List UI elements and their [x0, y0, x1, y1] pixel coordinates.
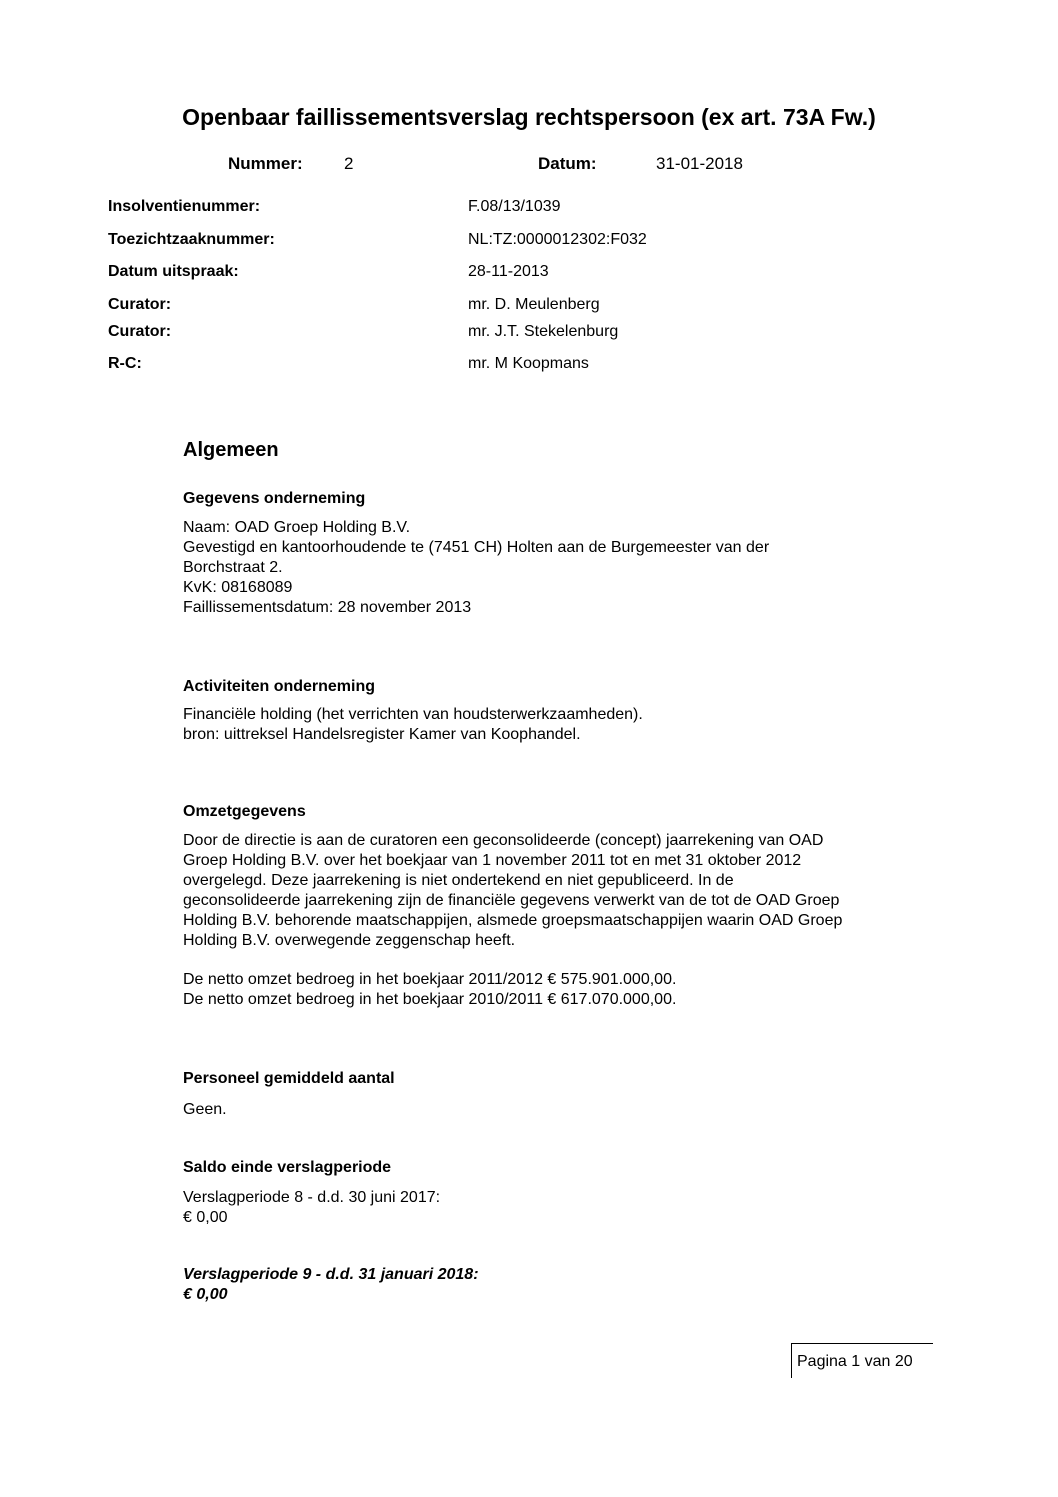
datum-label: Datum:	[538, 154, 597, 173]
field-label-curator-1: Curator:	[108, 296, 172, 313]
datum-value: 31-01-2018	[656, 154, 743, 173]
field-value-toezichtzaaknummer: NL:TZ:0000012302:F032	[468, 231, 647, 248]
saldo-line: € 0,00	[183, 1209, 228, 1226]
field-value-datum-uitspraak: 28-11-2013	[468, 263, 549, 280]
saldo-current-text	[183, 1265, 943, 1305]
heading-saldo: Saldo einde verslagperiode	[183, 1159, 392, 1176]
field-label-rc: R-C:	[108, 355, 142, 372]
gegevens-line: Gevestigd en kantoorhoudende te (7451 CH) Holten aan de Burgemeester van der	[183, 539, 770, 556]
field-value-insolventienummer: F.08/13/1039	[468, 198, 561, 215]
field-value-rc: mr. M Koopmans	[468, 355, 589, 372]
gegevens-line: Faillissementsdatum: 28 november 2013	[183, 599, 472, 616]
gegevens-onderneming-text	[183, 518, 943, 618]
gegevens-line: KvK: 08168089	[183, 579, 293, 596]
gegevens-line: Borchstraat 2.	[183, 559, 283, 576]
personeel-text	[183, 1100, 943, 1120]
omzet-line: Groep Holding B.V. over het boekjaar van 1 november 2011 tot en met 31 oktober 2012	[183, 852, 802, 869]
field-value-curator-2: mr. J.T. Stekelenburg	[468, 323, 619, 340]
field-label-datum-uitspraak: Datum uitspraak:	[108, 263, 239, 280]
omzet-line: geconsolideerde jaarrekening zijn de financiële gegevens verwerkt van de tot de OAD Groep	[183, 892, 840, 909]
saldo-current-line: € 0,00	[183, 1286, 228, 1303]
activiteiten-line: bron: uittreksel Handelsregister Kamer van Koophandel.	[183, 726, 581, 743]
field-label-toezichtzaaknummer: Toezichtzaaknummer:	[108, 231, 275, 248]
omzet-netto-text	[183, 970, 943, 1010]
omzetgegevens-text	[183, 831, 943, 951]
section-heading-algemeen: Algemeen	[183, 439, 279, 461]
omzet-netto-line: De netto omzet bedroeg in het boekjaar 2010/2011 € 617.070.000,00.	[183, 991, 677, 1008]
saldo-current-line: Verslagperiode 9 - d.d. 31 januari 2018:	[183, 1266, 479, 1283]
field-label-curator-2: Curator:	[108, 323, 172, 340]
omzet-line: Holding B.V. overwegende zeggenschap heeft.	[183, 932, 516, 949]
heading-activiteiten-onderneming: Activiteiten onderneming	[183, 678, 376, 695]
heading-omzetgegevens: Omzetgegevens	[183, 803, 306, 820]
field-value-curator-1: mr. D. Meulenberg	[468, 296, 600, 313]
nummer-value: 2	[344, 154, 354, 173]
activiteiten-text	[183, 705, 943, 745]
omzet-netto-line: De netto omzet bedroeg in het boekjaar 2011/2012 € 575.901.000,00.	[183, 971, 677, 988]
field-label-insolventienummer: Insolventienummer:	[108, 198, 261, 215]
gegevens-line: Naam: OAD Groep Holding B.V.	[183, 519, 411, 536]
nummer-label: Nummer:	[228, 154, 303, 173]
page-number: Pagina 1 van 20	[797, 1353, 913, 1370]
heading-personeel: Personeel gemiddeld aantal	[183, 1070, 395, 1087]
omzet-line: Holding B.V. behorende maatschappijen, alsmede groepsmaatschappijen waarin OAD Groep	[183, 912, 843, 929]
saldo-line: Verslagperiode 8 - d.d. 30 juni 2017:	[183, 1189, 441, 1206]
personeel-line: Geen.	[183, 1101, 227, 1118]
omzet-line: overgelegd. Deze jaarrekening is niet ondertekend en niet gepubliceerd. In de	[183, 872, 734, 889]
heading-gegevens-onderneming: Gegevens onderneming	[183, 490, 366, 507]
document-title: Openbaar faillissementsverslag rechtspersoon (ex art. 73A Fw.)	[182, 104, 876, 130]
page-number-box	[791, 1343, 933, 1378]
activiteiten-line: Financiële holding (het verrichten van houdsterwerkzaamheden).	[183, 706, 643, 723]
omzet-line: Door de directie is aan de curatoren een geconsolideerde (concept) jaarrekening van OAD	[183, 832, 824, 849]
saldo-text	[183, 1188, 943, 1228]
